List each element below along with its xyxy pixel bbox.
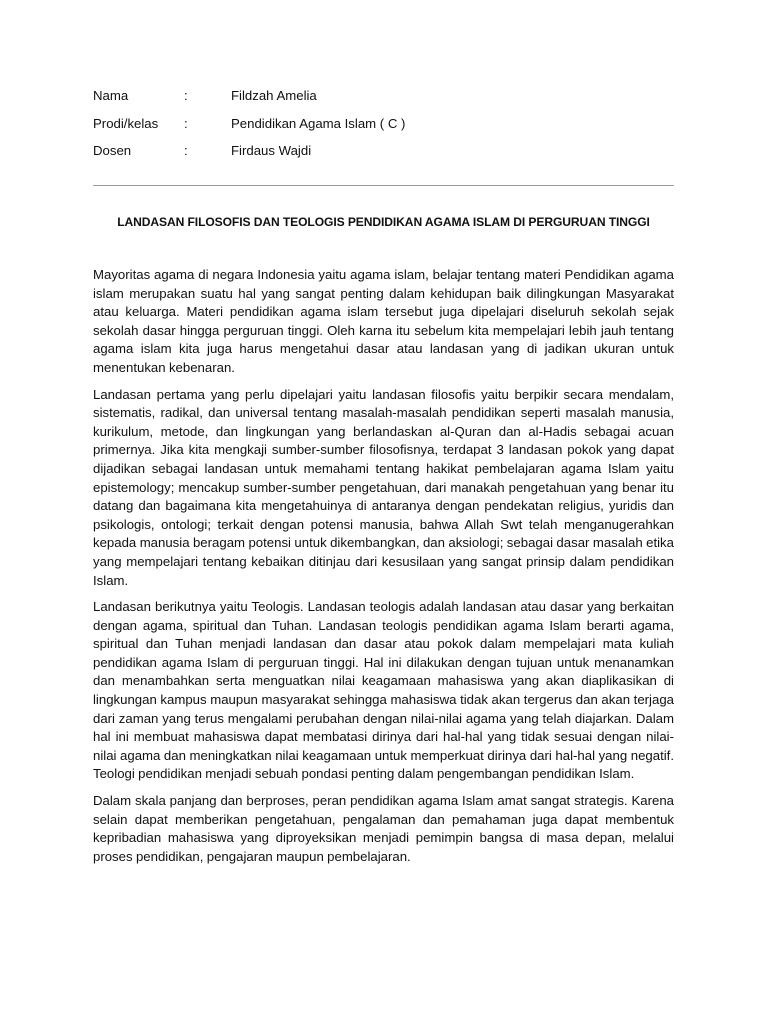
meta-label: Nama	[93, 88, 129, 103]
meta-row-nama	[93, 84, 674, 112]
meta-colon: :	[184, 143, 188, 158]
meta-row-dosen	[93, 139, 674, 167]
meta-value-name: Fildzah Amelia	[231, 88, 317, 103]
meta-value-dosen: Firdaus Wajdi	[231, 143, 312, 158]
meta-row-prodi	[93, 112, 674, 140]
paragraph: Landasan berikutnya yaitu Teologis. Landasan teologis adalah landasan atau dasar yang berkaitan dengan agama, spiritual dan Tuhan. Landasan teologis pendidikan agama Islam berarti agama, spiritual dan Tuhan menjadi landasan dan dasar atau pokok dalam mempelajari mata kuliah pendidikan agama Islam di perguruan tinggi. Hal ini dilakukan dengan tujuan untuk menanamkan dan menambahkan serta menguatkan nilai keagamaan mahasiswa yang akan diaplikasikan di lingkungan kampus maupun masyarakat sehingga mahasiswa tidak akan tergerus dan akan terjaga dari zaman yang terus mengalami perubahan dengan nilai-nilai agama yang telah diajarkan. Dalam hal ini membuat mahasiswa dapat membatasi dirinya dari hal-hal yang tidak sesuai dengan nilai-nilai agama dan meningkatkan nilai keagamaan untuk memperkuat dirinya dari hal-hal yang negatif. Teologi pendidikan menjadi sebuah pondasi penting dalam pengembangan pendidikan Islam.	[93, 599, 674, 782]
document-body	[93, 266, 674, 874]
meta-label: Dosen	[93, 143, 132, 158]
paragraph: Dalam skala panjang dan berproses, peran pendidikan agama Islam amat sangat strategis. Karena selain dapat memberikan pengetahuan, pengalaman dan pemahaman juga dapat membentuk kepribadian mahasiswa yang diproyeksikan menjadi pemimpin bangsa di masa depan, melalui proses pendidikan, pengajaran maupun pembelajaran.	[93, 793, 674, 864]
meta-label: Prodi/kelas	[93, 115, 159, 131]
document-page	[93, 84, 674, 864]
paragraph: Landasan pertama yang perlu dipelajari yaitu landasan filosofis yaitu berpikir secara mendalam, sistematis, radikal, dan universal tentang masalah-masalah pendidikan seperti masalah manusia, kurikulum, metode, dan lingkungan yang berlandaskan al-Quran dan al-Hadis sebagai acuan primernya. Jika kita mengkaji sumber-sumber filosofisnya, terdapat 3 landasan pokok yang dapat dijadikan sebagai landasan untuk memahami tentang hakikat pembelajaran agama Islam yaitu epistemology; mencakup sumber-sumber pengetahuan, dari manakah pengetahuan yang benar itu datang dan bagaimana kita mengetahuinya di antaranya dengan pendekatan religius, yuridis dan psikologis, ontologi; terkait dengan potensi manusia, bahwa Allah Swt telah menganugerahkan kepada manusia beragam potensi untuk dikembangkan, dan aksiologi; sebagai dasar masalah etika yang mempelajari tentang kebaikan ditinjau dari kesusilaan yang sangat prinsip dalam pendidikan Islam.	[93, 386, 674, 588]
horizontal-divider	[93, 185, 674, 186]
document-title: LANDASAN FILOSOFIS DAN TEOLOGIS PENDIDIKAN AGAMA ISLAM DI PERGURUAN TINGGI	[117, 215, 650, 229]
meta-colon: :	[184, 88, 188, 103]
meta-colon: :	[184, 115, 188, 131]
paragraph: Mayoritas agama di negara Indonesia yaitu agama islam, belajar tentang materi Pendidikan agama islam merupakan suatu hal yang sangat penting dalam kehidupan baik dilingkungan Masyarakat atau keluarga. Materi pendidikan agama islam tersebut juga dipelajari diseluruh sekolah sejak sekolah dasar hingga perguruan tinggi. Oleh karna itu sebelum kita mempelajari lebih jauh tentang agama islam kita juga harus mengetahui dasar atau landasan yang di jadikan ukuran untuk menentukan kebenaran.	[93, 267, 674, 375]
meta-value-prodi: Pendidikan Agama Islam ( C )	[231, 115, 406, 131]
